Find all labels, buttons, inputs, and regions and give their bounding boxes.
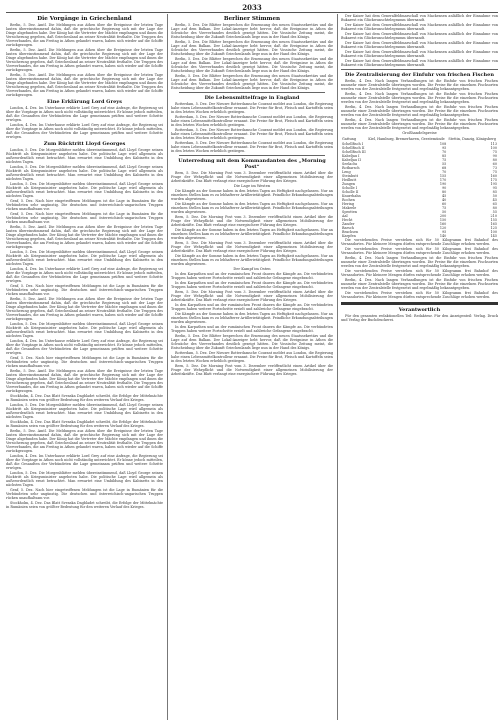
box-title: Verantwortlich [398, 307, 441, 313]
table-cell: 125 [490, 226, 497, 230]
article-paragraph: Berlin, 5. Dez. Amtl. Die Meldungen aus Athen über die Ereignisse der letzten Tage lauten übereinstimmend dahin, daß die griechische Regierung sich mit der Lage der Dinge abgefunden habe. Der König hat die Vertreter der Mächte empfangen und ihnen die Versicherung gegeben, daß Griechenland an seiner Neutralität festhalte. Die Truppen des Vierverbandes, die am Freitag in Athen gelandet waren, haben sich wieder auf die Schiffe zurückgezogen. [6, 225, 163, 249]
article-paragraph: Bern, 5. Dez. Die Morning Post vom 3. Dezember veröffentlicht einen Artikel über die Frage der Wehrpflicht und die Notwendigkeit einer allgemeinen Mobilisierung der Arbeitskräfte. Das Blatt verlangt eine energischere Führung des Krieges. [171, 241, 333, 253]
table-cell: 70 [442, 150, 447, 154]
table-cell: 100 [490, 146, 497, 150]
table-cell: 210 [490, 214, 497, 218]
table-cell: 100 [490, 230, 497, 234]
table-cell: Makrele [342, 206, 357, 210]
table-cell: Hering [342, 202, 355, 206]
table-cell: Brachsen [342, 230, 359, 234]
table-cell: 160 [439, 222, 447, 226]
article-paragraph: Der Kaiser hat dem Generalfeldmarschall von Mackensen anläßlich der Einnahme von Bukarest ein Glückwunschtelegramm übersandt. [341, 32, 498, 40]
table-cell: Rochen [342, 198, 355, 202]
column-3 [341, 14, 498, 720]
article-paragraph: Genf, 5. Dez. Nach hier eingetroffenen Meldungen ist die Lage in Rumänien für die Verbündeten sehr ungünstig. Die deutschen und österreichisch-ungarischen Truppen rücken unaufhaltsam vor. [6, 488, 163, 500]
table-cell: 90 [442, 186, 447, 190]
headline: Eine Erklärung Lord Greys [47, 99, 122, 105]
article-paragraph: Stockholm, 4. Dez. Das Blatt Svenska Dagbladet schreibt, die Erfolge der Mittelmächte in Rumänien seien von größter Bedeutung für den weiteren Verlauf des Krieges. [6, 420, 163, 428]
article-paragraph: Rotterdam, 5. Dez. Der Nieuwe Rotterdamsche Courant meldet aus London, die Regierung habe einen Lebensmittelkontrolleur ernannt. Die Preise für Brot, Fleisch und Kartoffeln seien in den letzten Wochen erheblich gestiegen. [171, 115, 333, 127]
box-rule [341, 302, 498, 305]
table-cell: 95 [442, 146, 447, 150]
table-cell: 70 [442, 170, 447, 174]
article-paragraph: Berlin, 4. Dez. Nach langen Verhandlungen ist die Einfuhr von frischen Fischen nunmehr einer Zentralstelle übertragen worden. Die Preise für die einzelnen Fischsorten werden von der Zentralstelle festgesetzt und regelmäßig bekanntgegeben. [341, 79, 498, 91]
table-cell: 155 [439, 174, 447, 178]
table-cell: 75 [442, 206, 447, 210]
page-number: 2033 [242, 3, 262, 12]
article-paragraph: London, 5. Dez. Die Morgenblätter melden übereinstimmend, daß Lloyd George seinen Rücktritt als Kriegsminister angeboten habe. Die politische Lage wird allgemein als außerordentlich ernst betrachtet. Man erwartet eine Umbildung des Kabinetts in den nächsten Tagen. [6, 403, 163, 419]
table-cell: 95 [492, 186, 497, 190]
article-paragraph: London, 4. Dez. Im Unterhause erklärte Lord Grey auf eine Anfrage, die Regierung sei über die Vorgänge in Athen noch nicht vollständig unterrichtet. Er könne jedoch mitteilen, daß die Gesandten der Verbündeten die Lage gemeinsam prüften und weitere Schritte erwögen. [6, 123, 163, 139]
headline: Die Vorgänge in Griechenland [37, 16, 132, 22]
article-paragraph: Die Kämpfe an der Somme haben in den letzten Tagen an Heftigkeit nachgelassen. Nur an einzelnen Stellen kam es zu lebhafterer Artillerietätigkeit. Feindliche Erkundungsabteilungen wurden abgewiesen. [171, 189, 333, 201]
table-cell: Leng [342, 170, 351, 174]
article-paragraph: London, 5. Dez. Die Morgenblätter melden übereinstimmend, daß Lloyd George seinen Rücktritt als Kriegsminister angeboten habe. Die politische Lage wird allgemein als außerordentlich ernst betrachtet. Man erwartet eine Umbildung des Kabinetts in den nächsten Tagen. [6, 182, 163, 198]
article-paragraph: Berlin, 5. Dez. Amtl. Die Meldungen aus Athen über die Ereignisse der letzten Tage lauten übereinstimmend dahin, daß die griechische Regierung sich mit der Lage der Dinge abgefunden habe. Der König hat die Vertreter der Mächte empfangen und ihnen die Versicherung gegeben, daß Griechenland an seiner Neutralität festhalte. Die Truppen des Vierverbandes, die am Freitag in Athen gelandet waren, haben sich wieder auf die Schiffe zurückgezogen. [6, 23, 163, 47]
article-paragraph: Die Kämpfe an der Somme haben in den letzten Tagen an Heftigkeit nachgelassen. Nur an einzelnen Stellen kam es zu lebhafterer Artillerietätigkeit. Feindliche Erkundungsabteilungen wurden abgewiesen. [171, 254, 333, 266]
article-paragraph: Berlin, 4. Dez. Nach langen Verhandlungen ist die Einfuhr von frischen Fischen nunmehr einer Zentralstelle übertragen worden. Die Preise für die einzelnen Fischsorten werden von der Zentralstelle festgesetzt und regelmäßig bekanntgegeben. [341, 92, 498, 104]
article-paragraph: Genf, 5. Dez. Nach hier eingetroffenen Meldungen ist die Lage in Rumänien für die Verbündeten sehr ungünstig. Die deutschen und österreichisch-ungarischen Truppen rücken unaufhaltsam vor. [6, 212, 163, 224]
article-paragraph: Die vorstehenden Preise verstehen sich für 50 Kilogramm frei Bahnhof des Versandortes. Für kleinere Mengen dürfen entsprechende Zuschläge erhoben werden. [341, 238, 498, 246]
table-header-cell: Gattung [342, 137, 356, 141]
table-cell: 165 [490, 222, 497, 226]
table-cell: Steinbutt [342, 174, 359, 178]
article-paragraph: Genf, 5. Dez. Nach hier eingetroffenen Meldungen ist die Lage in Rumänien für die Verbündeten sehr ungünstig. Die deutschen und österreichisch-ungarischen Truppen rücken unaufhaltsam vor. [6, 284, 163, 296]
table-cell: 50 [492, 194, 497, 198]
article-paragraph: London, 4. Dez. Im Unterhause erklärte Lord Grey auf eine Anfrage, die Regierung sei über die Vorgänge in Athen noch nicht vollständig unterrichtet. Er könne jedoch mitteilen, daß die Gesandten der Verbündeten die Lage gemeinsam prüften und weitere Schritte erwögen. [6, 267, 163, 283]
article-paragraph: Der Kaiser hat dem Generalfeldmarschall von Mackensen anläßlich der Einnahme von Bukarest ein Glückwunschtelegramm übersandt. [341, 59, 498, 67]
table-cell: Seelachs [342, 162, 358, 166]
article-paragraph: London, 4. Dez. Im Unterhause erklärte Lord Grey auf eine Anfrage, die Regierung sei über die Vorgänge in Athen noch nicht vollständig unterrichtet. Er könne jedoch mitteilen, daß die Gesandten der Verbündeten die Lage gemeinsam prüften und weitere Schritte erwögen. [6, 339, 163, 355]
table-cell: 45 [442, 194, 447, 198]
article-paragraph: Stockholm, 4. Dez. Das Blatt Svenska Dagbladet schreibt, die Erfolge der Mittelmächte in Rumänien seien von größter Bedeutung für den weiteren Verlauf des Krieges. [6, 501, 163, 509]
article-paragraph: Berlin, 5. Dez. Die Blätter besprechen die Ernennung des neuen Staatssekretärs und die Lage auf dem Balkan. Der Lokal-Anzeiger hebt hervor, daß die Ereignisse in Athen die Schwäche des Vierverbandes deutlich gezeigt hätten. Die Vossische Zeitung meint, die Entscheidung über die Zukunft Griechenlands liege nun in der Hand des Königs. [171, 334, 333, 350]
table-cell: Sprotten [342, 210, 358, 214]
column-2 [171, 14, 333, 720]
headline: Zum Rücktritt Lloyd Georges [43, 141, 126, 147]
table-cell: Schellfisch III [342, 150, 366, 154]
table-cell: 95 [442, 230, 447, 234]
table-cell: Kabeljau I [342, 154, 360, 158]
column-divider [167, 14, 168, 720]
table-cell: 75 [492, 170, 497, 174]
table-cell: Rotbarsch [342, 166, 360, 170]
article-paragraph: Die Kämpfe an der Somme haben in den letzten Tagen an Heftigkeit nachgelassen. Nur an einzelnen Stellen kam es zu lebhafterer Artillerietätigkeit. Feindliche Erkundungsabteilungen wurden abgewiesen. [171, 202, 333, 214]
headline: Die Lebensmittelfrage in England [204, 95, 300, 101]
table-cell: 80 [442, 190, 447, 194]
table-cell: Scholle II [342, 190, 359, 194]
article-paragraph: Rotterdam, 5. Dez. Der Nieuwe Rotterdamsche Courant meldet aus London, die Regierung habe einen Lebensmittelkontrolleur ernannt. Die Preise für Brot, Fleisch und Kartoffeln seien in den letzten Wochen erheblich gestiegen. [171, 128, 333, 140]
table-cell: Zungen [342, 182, 356, 186]
table-cell: 50 [442, 210, 447, 214]
table-cell: 85 [442, 154, 447, 158]
article-paragraph: Die Kämpfe an der Somme haben in den letzten Tagen an Heftigkeit nachgelassen. Nur an einzelnen Stellen kam es zu lebhafterer Artillerietätigkeit. Feindliche Erkundungsabteilungen wurden abgewiesen. [171, 228, 333, 240]
table-cell: 65 [492, 202, 497, 206]
article-paragraph: London, 5. Dez. Die Morgenblätter melden übereinstimmend, daß Lloyd George seinen Rücktritt als Kriegsminister angeboten habe. Die politische Lage wird allgemein als außerordentlich ernst betrachtet. Man erwartet eine Umbildung des Kabinetts in den nächsten Tagen. [6, 165, 163, 181]
article-paragraph: Bern, 5. Dez. Die Morning Post vom 3. Dezember veröffentlicht einen Artikel über die Frage der Wehrpflicht und die Notwendigkeit einer allgemeinen Mobilisierung der Arbeitskräfte. Das Blatt verlangt eine energischere Führung des Krieges. [171, 215, 333, 227]
article-paragraph: Berlin, 5. Dez. Amtl. Die Meldungen aus Athen über die Ereignisse der letzten Tage lauten übereinstimmend dahin, daß die griechische Regierung sich mit der Lage der Dinge abgefunden habe. Der König hat die Vertreter der Mächte empfangen und ihnen die Versicherung gegeben, daß Griechenland an seiner Neutralität festhalte. Die Truppen des Vierverbandes, die am Freitag in Athen gelandet waren, haben sich wieder auf die Schiffe zurückgezogen. [6, 48, 163, 72]
table-cell: 55 [442, 162, 447, 166]
top-rule [6, 12, 498, 13]
article-paragraph: In den Karpathen und an der rumänischen Front dauern die Kämpfe an. Die verbündeten Truppen haben weitere Fortschritte erzielt und zahlreiche Gefangene eingebracht. [171, 303, 333, 311]
article-paragraph: In den Karpathen und an der rumänischen Front dauern die Kämpfe an. Die verbündeten Truppen haben weitere Fortschritte erzielt und zahlreiche Gefangene eingebracht. [171, 281, 333, 289]
table-cell: 60 [442, 202, 447, 206]
table-header-cell: Stettin, Danzig, Königsberg [448, 137, 496, 141]
divider [341, 69, 498, 70]
article-paragraph: Berlin, 5. Dez. Amtl. Die Meldungen aus Athen über die Ereignisse der letzten Tage lauten übereinstimmend dahin, daß die griechische Regierung sich mit der Lage der Dinge abgefunden habe. Der König hat die Vertreter der Mächte empfangen und ihnen die Versicherung gegeben, daß Griechenland an seiner Neutralität festhalte. Die Truppen des Vierverbandes, die am Freitag in Athen gelandet waren, haben sich wieder auf die Schiffe zurückgezogen. [6, 369, 163, 393]
table-cell: 90 [492, 154, 497, 158]
table-cell: Karpfen [342, 234, 356, 238]
article-paragraph: Die vorstehenden Preise verstehen sich für 50 Kilogramm frei Bahnhof des Versandortes. Für kleinere Mengen dürfen entsprechende Zuschläge erhoben werden. [341, 269, 498, 277]
table-cell: Heilbutt [342, 178, 357, 182]
article-paragraph: In den Karpathen und an der rumänischen Front dauern die Kämpfe an. Die verbündeten Truppen haben weitere Fortschritte erzielt und zahlreiche Gefangene eingebracht. [171, 325, 333, 333]
article-paragraph: London, 4. Dez. Im Unterhause erklärte Lord Grey auf eine Anfrage, die Regierung sei über die Vorgänge in Athen noch nicht vollständig unterrichtet. Er könne jedoch mitteilen, daß die Gesandten der Verbündeten die Lage gemeinsam prüften und weitere Schritte erwögen. [6, 454, 163, 470]
article-paragraph: Genf, 5. Dez. Nach hier eingetroffenen Meldungen ist die Lage in Rumänien für die Verbündeten sehr ungünstig. Die deutschen und österreichisch-ungarischen Truppen rücken unaufhaltsam vor. [6, 199, 163, 211]
article-paragraph: Berlin, 4. Dez. Nach langen Verhandlungen ist die Einfuhr von frischen Fischen nunmehr einer Zentralstelle übertragen worden. Die Preise für die einzelnen Fischsorten werden von der Zentralstelle festgesetzt und regelmäßig bekanntgegeben. [341, 278, 498, 290]
table-cell: Aal [342, 214, 348, 218]
table-cell: 200 [439, 214, 447, 218]
table-cell: 68 [442, 166, 447, 170]
subheading: Der Kampf im Osten [233, 267, 271, 271]
table-cell: 155 [490, 218, 497, 222]
table-cell: Scholle I [342, 186, 358, 190]
divider [179, 155, 325, 156]
divider [179, 92, 325, 93]
table-cell: 190 [439, 182, 447, 186]
article-paragraph: Berlin, 5. Dez. Die Blätter besprechen die Ernennung des neuen Staatssekretärs und die Lage auf dem Balkan. Der Lokal-Anzeiger hebt hervor, daß die Ereignisse in Athen die Schwäche des Vierverbandes deutlich gezeigt hätten. Die Vossische Zeitung meint, die Entscheidung über die Zukunft Griechenlands liege nun in der Hand des Königs. [171, 74, 333, 90]
table-cell: 60 [492, 162, 497, 166]
article-paragraph: Berlin, 5. Dez. Amtl. Die Meldungen aus Athen über die Ereignisse der letzten Tage lauten übereinstimmend dahin, daß die griechische Regierung sich mit der Lage der Dinge abgefunden habe. Der König hat die Vertreter der Mächte empfangen und ihnen die Versicherung gegeben, daß Griechenland an seiner Neutralität festhalte. Die Truppen des Vierverbandes, die am Freitag in Athen gelandet waren, haben sich wieder auf die Schiffe zurückgezogen. [6, 297, 163, 321]
table-cell: 160 [490, 174, 497, 178]
article-paragraph: London, 5. Dez. Die Morgenblätter melden übereinstimmend, daß Lloyd George seinen Rücktritt als Kriegsminister angeboten habe. Die politische Lage wird allgemein als außerordentlich ernst betrachtet. Man erwartet eine Umbildung des Kabinetts in den nächsten Tagen. [6, 471, 163, 487]
table-cell: Kabeljau II [342, 158, 361, 162]
article-paragraph: London, 4. Dez. Im Unterhause erklärte Lord Grey auf eine Anfrage, die Regierung sei über die Vorgänge in Athen noch nicht vollständig unterrichtet. Er könne jedoch mitteilen, daß die Gesandten der Verbündeten die Lage gemeinsam prüften und weitere Schritte erwögen. [6, 106, 163, 122]
article-paragraph: Berlin, 5. Dez. Die Blätter besprechen die Ernennung des neuen Staatssekretärs und die Lage auf dem Balkan. Der Lokal-Anzeiger hebt hervor, daß die Ereignisse in Athen die Schwäche des Vierverbandes deutlich gezeigt hätten. Die Vossische Zeitung meint, die Entscheidung über die Zukunft Griechenlands liege nun in der Hand des Königs. [171, 23, 333, 39]
table-cell: 120 [439, 226, 447, 230]
article-paragraph: Genf, 5. Dez. Nach hier eingetroffenen Meldungen ist die Lage in Rumänien für die Verbündeten sehr ungünstig. Die deutschen und österreichisch-ungarischen Truppen rücken unaufhaltsam vor. [6, 356, 163, 368]
table-header-cell: Kiel, Hamburg, Bremerhaven, Geestemünde [368, 137, 445, 141]
article-paragraph: Berlin, 4. Dez. Nach langen Verhandlungen ist die Einfuhr von frischen Fischen nunmehr einer Zentralstelle übertragen worden. Die Preise für die einzelnen Fischsorten werden von der Zentralstelle festgesetzt und regelmäßig bekanntgegeben. [341, 105, 498, 117]
table-cell: 73 [492, 166, 497, 170]
article-paragraph: Bern, 5. Dez. Die Morning Post vom 3. Dezember veröffentlicht einen Artikel über die Frage der Wehrpflicht und die Notwendigkeit einer allgemeinen Mobilisierung der Arbeitskräfte. Das Blatt verlangt eine energischere Führung des Krieges. [171, 364, 333, 376]
article-paragraph: Die vorstehenden Preise verstehen sich für 50 Kilogramm frei Bahnhof des Versandortes. Für kleinere Mengen dürfen entsprechende Zuschläge erhoben werden. [341, 247, 498, 255]
table-cell: 140 [439, 234, 447, 238]
headline: Berliner Stimmen [223, 16, 281, 22]
table-cell: 55 [492, 210, 497, 214]
table-title: Großhandelspreise [402, 131, 437, 135]
table-cell: Hecht [342, 218, 353, 222]
table-cell: 80 [492, 206, 497, 210]
article-paragraph: Rotterdam, 5. Dez. Der Nieuwe Rotterdamsche Courant meldet aus London, die Regierung habe einen Lebensmittelkontrolleur ernannt. Die Preise für Brot, Fleisch und Kartoffeln seien in den letzten Wochen erheblich gestiegen. [171, 351, 333, 363]
article-paragraph: In den Karpathen und an der rumänischen Front dauern die Kämpfe an. Die verbündeten Truppen haben weitere Fortschritte erzielt und zahlreiche Gefangene eingebracht. [171, 272, 333, 280]
table-cell: 175 [490, 178, 497, 182]
table-cell: 113 [490, 142, 497, 146]
article-paragraph: Der Kaiser hat dem Generalfeldmarschall von Mackensen anläßlich der Einnahme von Bukarest ein Glückwunschtelegramm übersandt. [341, 50, 498, 58]
article-paragraph: Bern, 5. Dez. Die Morning Post vom 3. Dezember veröffentlicht einen Artikel über die Frage der Wehrpflicht und die Notwendigkeit einer allgemeinen Mobilisierung der Arbeitskräfte. Das Blatt verlangt eine energischere Führung des Krieges. [171, 290, 333, 302]
column-divider [337, 14, 338, 720]
article-paragraph: Berlin, 4. Dez. Nach langen Verhandlungen ist die Einfuhr von frischen Fischen nunmehr einer Zentralstelle übertragen worden. Die Preise für die einzelnen Fischsorten werden von der Zentralstelle festgesetzt und regelmäßig bekanntgegeben. [341, 118, 498, 130]
article-paragraph: Der Kaiser hat dem Generalfeldmarschall von Mackensen anläßlich der Einnahme von Bukarest ein Glückwunschtelegramm übersandt. [341, 14, 498, 22]
table-cell: 150 [439, 218, 447, 222]
headline: Unterredung mit dem Kommandanten des „Morning Post“ [178, 158, 326, 170]
table-cell: 170 [439, 178, 447, 182]
article-paragraph: Berlin, 5. Dez. Amtl. Die Meldungen aus Athen über die Ereignisse der letzten Tage lauten übereinstimmend dahin, daß die griechische Regierung sich mit der Lage der Dinge abgefunden habe. Der König hat die Vertreter der Mächte empfangen und ihnen die Versicherung gegeben, daß Griechenland an seiner Neutralität festhalte. Die Truppen des Vierverbandes, die am Freitag in Athen gelandet waren, haben sich wieder auf die Schiffe zurückgezogen. [6, 73, 163, 97]
table-cell: Barsch [342, 226, 354, 230]
article-paragraph: Die vorstehenden Preise verstehen sich für 50 Kilogramm frei Bahnhof des Versandortes. Für kleinere Mengen dürfen entsprechende Zuschläge erhoben werden. [341, 291, 498, 299]
table-cell: Knurrhahn [342, 194, 361, 198]
article-paragraph: Berlin, 4. Dez. Nach langen Verhandlungen ist die Einfuhr von frischen Fischen nunmehr einer Zentralstelle übertragen worden. Die Preise für die einzelnen Fischsorten werden von der Zentralstelle festgesetzt und regelmäßig bekanntgegeben. [341, 256, 498, 268]
article-paragraph: Rotterdam, 5. Dez. Der Nieuwe Rotterdamsche Courant meldet aus London, die Regierung habe einen Lebensmittelkontrolleur ernannt. Die Preise für Brot, Fleisch und Kartoffeln seien in den letzten Wochen erheblich gestiegen. [171, 102, 333, 114]
article-paragraph: Berlin, 5. Dez. Amtl. Die Meldungen aus Athen über die Ereignisse der letzten Tage lauten übereinstimmend dahin, daß die griechische Regierung sich mit der Lage der Dinge abgefunden habe. Der König hat die Vertreter der Mächte empfangen und ihnen die Versicherung gegeben, daß Griechenland an seiner Neutralität festhalte. Die Truppen des Vierverbandes, die am Freitag in Athen gelandet waren, haben sich wieder auf die Schiffe zurückgezogen. [6, 429, 163, 453]
table-cell: 145 [490, 234, 497, 238]
box-text: Für den gesamten redaktionellen Teil: Redakteur. Für den Anzeigenteil: Verlag. Druck und Verlag der Buchdruckerei. [341, 314, 498, 322]
article-paragraph: Bern, 5. Dez. Die Morning Post vom 3. Dezember veröffentlicht einen Artikel über die Frage der Wehrpflicht und die Notwendigkeit einer allgemeinen Mobilisierung der Arbeitskräfte. Das Blatt verlangt eine energischere Führung des Krieges. [171, 171, 333, 183]
article-paragraph: Berlin, 5. Dez. Die Blätter besprechen die Ernennung des neuen Staatssekretärs und die Lage auf dem Balkan. Der Lokal-Anzeiger hebt hervor, daß die Ereignisse in Athen die Schwäche des Vierverbandes deutlich gezeigt hätten. Die Vossische Zeitung meint, die Entscheidung über die Zukunft Griechenlands liege nun in der Hand des Königs. [171, 57, 333, 73]
table-cell: 108 [439, 142, 447, 146]
article-paragraph: Berlin, 5. Dez. Die Blätter besprechen die Ernennung des neuen Staatssekretärs und die Lage auf dem Balkan. Der Lokal-Anzeiger hebt hervor, daß die Ereignisse in Athen die Schwäche des Vierverbandes deutlich gezeigt hätten. Die Vossische Zeitung meint, die Entscheidung über die Zukunft Griechenlands liege nun in der Hand des Königs. [171, 40, 333, 56]
table-cell: Schellfisch I [342, 142, 364, 146]
article-paragraph: London, 5. Dez. Die Morgenblätter melden übereinstimmend, daß Lloyd George seinen Rücktritt als Kriegsminister angeboten habe. Die politische Lage wird allgemein als außerordentlich ernst betrachtet. Man erwartet eine Umbildung des Kabinetts in den nächsten Tagen. [6, 148, 163, 164]
price-table [341, 136, 498, 238]
table-cell: 85 [492, 190, 497, 194]
article-paragraph: Die Kämpfe an der Somme haben in den letzten Tagen an Heftigkeit nachgelassen. Nur an einzelnen Stellen kam es zu lebhafterer Artillerietätigkeit. Feindliche Erkundungsabteilungen wurden abgewiesen. [171, 312, 333, 324]
article-paragraph: Stockholm, 4. Dez. Das Blatt Svenska Dagbladet schreibt, die Erfolge der Mittelmächte in Rumänien seien von größter Bedeutung für den weiteren Verlauf des Krieges. [6, 394, 163, 402]
table-cell: 75 [442, 158, 447, 162]
table-cell: 75 [492, 150, 497, 154]
table-cell: 40 [442, 198, 447, 202]
article-paragraph: Der Kaiser hat dem Generalfeldmarschall von Mackensen anläßlich der Einnahme von Bukarest ein Glückwunschtelegramm übersandt. [341, 41, 498, 49]
article-paragraph: Der Kaiser hat dem Generalfeldmarschall von Mackensen anläßlich der Einnahme von Bukarest ein Glückwunschtelegramm übersandt. [341, 23, 498, 31]
table-cell: 80 [492, 158, 497, 162]
article-paragraph: London, 5. Dez. Die Morgenblätter melden übereinstimmend, daß Lloyd George seinen Rücktritt als Kriegsminister angeboten habe. Die politische Lage wird allgemein als außerordentlich ernst betrachtet. Man erwartet eine Umbildung des Kabinetts in den nächsten Tagen. [6, 250, 163, 266]
subheading: Die Lage im Westen [233, 184, 271, 188]
headline: Die Zentralisierung der Einfuhr von frischen Fischen [345, 72, 494, 78]
table-cell: Zander [342, 222, 355, 226]
table-cell: 195 [490, 182, 497, 186]
table-cell: 45 [492, 198, 497, 202]
article-paragraph: Rotterdam, 5. Dez. Der Nieuwe Rotterdamsche Courant meldet aus London, die Regierung habe einen Lebensmittelkontrolleur ernannt. Die Preise für Brot, Fleisch und Kartoffeln seien in den letzten Wochen erheblich gestiegen. [171, 141, 333, 153]
table-cell: Schellfisch II [342, 146, 365, 150]
article-paragraph: London, 5. Dez. Die Morgenblätter melden übereinstimmend, daß Lloyd George seinen Rücktritt als Kriegsminister angeboten habe. Die politische Lage wird allgemein als außerordentlich ernst betrachtet. Man erwartet eine Umbildung des Kabinetts in den nächsten Tagen. [6, 322, 163, 338]
column-1 [6, 14, 163, 720]
